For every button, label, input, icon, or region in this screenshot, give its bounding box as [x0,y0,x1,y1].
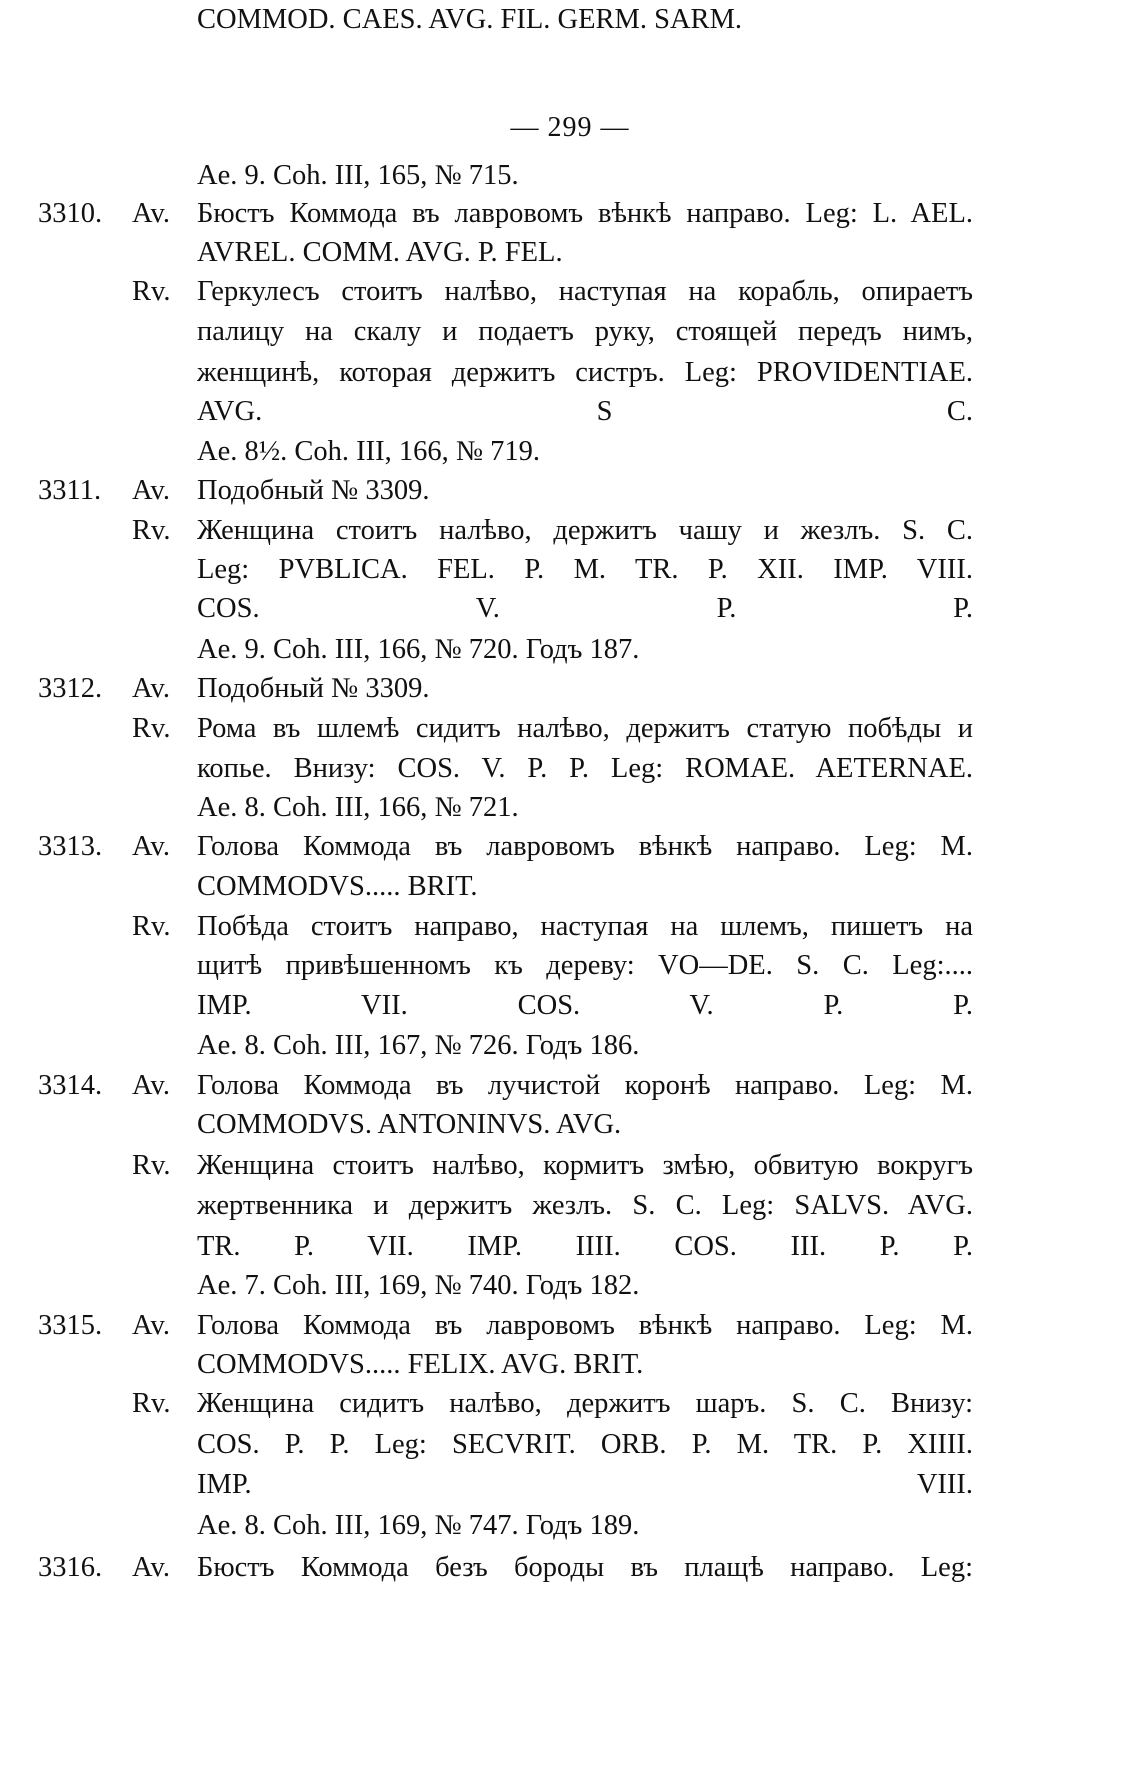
description-text: COS. V. P. P. [197,593,973,624]
catalog-line [0,353,1140,393]
catalog-line [0,550,1140,590]
coin-number: 3312. [38,673,103,704]
description-text: COMMODVS..... FELIX. AVG. BRIT. [197,1349,644,1380]
description-text: Женщина сидитъ налѣво, держитъ шаръ. S. C. Внизу: [197,1388,973,1419]
description-text: Ae. 8. Coh. III, 169, № 747. Годъ 189. [197,1510,640,1541]
catalog-line [0,0,1140,40]
obverse-label: Av. [132,673,170,704]
description-text: щитѣ привѣшенномъ къ дереву: VO—DE. S. C. Leg:.... [197,950,973,981]
description-text: Leg: PVBLICA. FEL. P. M. TR. P. XII. IMP. VIII. [197,554,973,585]
coin-number: 3311. [38,475,102,506]
obverse-label: Av. [132,831,170,862]
catalog-line [0,1146,1140,1186]
description-text: женщинѣ, которая держитъ систръ. Leg: PROVIDENTIAE. [197,357,973,388]
description-text: Геркулесъ стоитъ налѣво, наступая на корабль, опираетъ [197,276,973,307]
catalog-line [0,709,1140,749]
description-text: копье. Внизу: COS. V. P. P. Leg: ROMAE. AETERNAE. [197,753,973,784]
description-text: COS. P. P. Leg: SECVRIT. ORB. P. M. TR. P. XIIII. [197,1429,973,1460]
description-text: Ae. 9. Coh. III, 165, № 715. [197,160,519,191]
description-text: Побѣда стоитъ направо, наступая на шлемъ, пишетъ на [197,911,973,942]
catalog-line [0,907,1140,947]
catalog-line [0,669,1140,709]
catalog-line [0,471,1140,511]
catalog-line [0,1105,1140,1145]
catalog-line [0,1384,1140,1424]
description-text: Голова Коммода въ лучистой коронѣ направо. Leg: M. [197,1070,973,1101]
description-text: Голова Коммода въ лавровомъ вѣнкѣ направо. Leg: M. [197,1310,973,1341]
description-text: TR. P. VII. IMP. IIII. COS. III. P. P. [197,1231,973,1262]
catalog-line [0,511,1140,551]
obverse-label: Av. [132,1552,170,1583]
catalog-line [0,194,1140,234]
description-text: Подобный № 3309. [197,673,430,704]
catalog-line [0,156,1140,196]
catalog-line [0,432,1140,472]
catalog-line [0,1548,1140,1588]
catalog-line [0,749,1140,789]
catalog-line [0,1026,1140,1066]
catalog-line [0,1306,1140,1346]
coin-number: 3316. [38,1552,103,1583]
obverse-label: Av. [132,1070,170,1101]
description-text: Голова Коммода въ лавровомъ вѣнкѣ направо. Leg: M. [197,831,973,862]
description-text: AVG. S C. [197,396,973,427]
reverse-label: Rv. [132,911,171,942]
coin-number: 3313. [38,831,103,862]
coin-number: 3315. [38,1310,103,1341]
description-text: Рома въ шлемѣ сидитъ налѣво, держитъ статую побѣды и [197,713,973,744]
description-text: палицу на скалу и подаетъ руку, стоящей передъ нимъ, [197,316,973,347]
page-number: — 299 — [510,112,630,143]
obverse-label: Av. [132,475,170,506]
reverse-label: Rv. [132,713,171,744]
description-text: Ae. 7. Coh. III, 169, № 740. Годъ 182. [197,1270,640,1301]
description-text: Ae. 8. Coh. III, 166, № 721. [197,792,519,823]
catalog-line [0,986,1140,1026]
catalog-line [0,233,1140,273]
catalog-line [0,867,1140,907]
description-text: жертвенника и держитъ жезлъ. S. C. Leg: SALVS. AVG. [197,1190,973,1221]
description-text: AVREL. COMM. AVG. P. FEL. [197,237,563,268]
catalog-line [0,589,1140,629]
catalog-line [0,788,1140,828]
catalog-line [0,1266,1140,1306]
reverse-label: Rv. [132,1388,171,1419]
reverse-label: Rv. [132,276,171,307]
description-text: COMMOD. CAES. AVG. FIL. GERM. SARM. [197,4,743,35]
catalog-line [0,630,1140,670]
catalog-line [0,392,1140,432]
catalog-line [0,272,1140,312]
coin-number: 3310. [38,198,103,229]
reverse-label: Rv. [132,515,171,546]
catalog-line [0,1345,1140,1385]
catalog-line [0,1465,1140,1505]
catalog-line [0,1186,1140,1226]
catalog-line [0,312,1140,352]
description-text: Бюстъ Коммода въ лавровомъ вѣнкѣ направо. Leg: L. AEL. [197,198,973,229]
description-text: IMP. VII. COS. V. P. P. [197,990,973,1021]
description-text: Ae. 8½. Coh. III, 166, № 719. [197,436,541,467]
description-text: Женщина стоитъ налѣво, кормитъ змѣю, обвитую вокругъ [197,1150,973,1181]
description-text: Женщина стоитъ налѣво, держитъ чашу и жезлъ. S. C. [197,515,973,546]
catalog-line [0,1227,1140,1267]
catalog-line [0,1506,1140,1546]
description-text: Ae. 9. Coh. III, 166, № 720. Годъ 187. [197,634,640,665]
coin-number: 3314. [38,1070,103,1101]
catalog-line [0,827,1140,867]
description-text: COMMODVS. ANTONINVS. AVG. [197,1109,622,1140]
catalog-line [0,1425,1140,1465]
description-text: IMP. VIII. [197,1469,973,1500]
description-text: Ae. 8. Coh. III, 167, № 726. Годъ 186. [197,1030,640,1061]
obverse-label: Av. [132,1310,170,1341]
obverse-label: Av. [132,198,170,229]
catalog-line [0,1066,1140,1106]
reverse-label: Rv. [132,1150,171,1181]
description-text: Бюстъ Коммода безъ бороды въ плащѣ направо. Leg: [197,1552,973,1583]
description-text: Подобный № 3309. [197,475,430,506]
catalog-line [0,946,1140,986]
description-text: COMMODVS..... BRIT. [197,871,478,902]
